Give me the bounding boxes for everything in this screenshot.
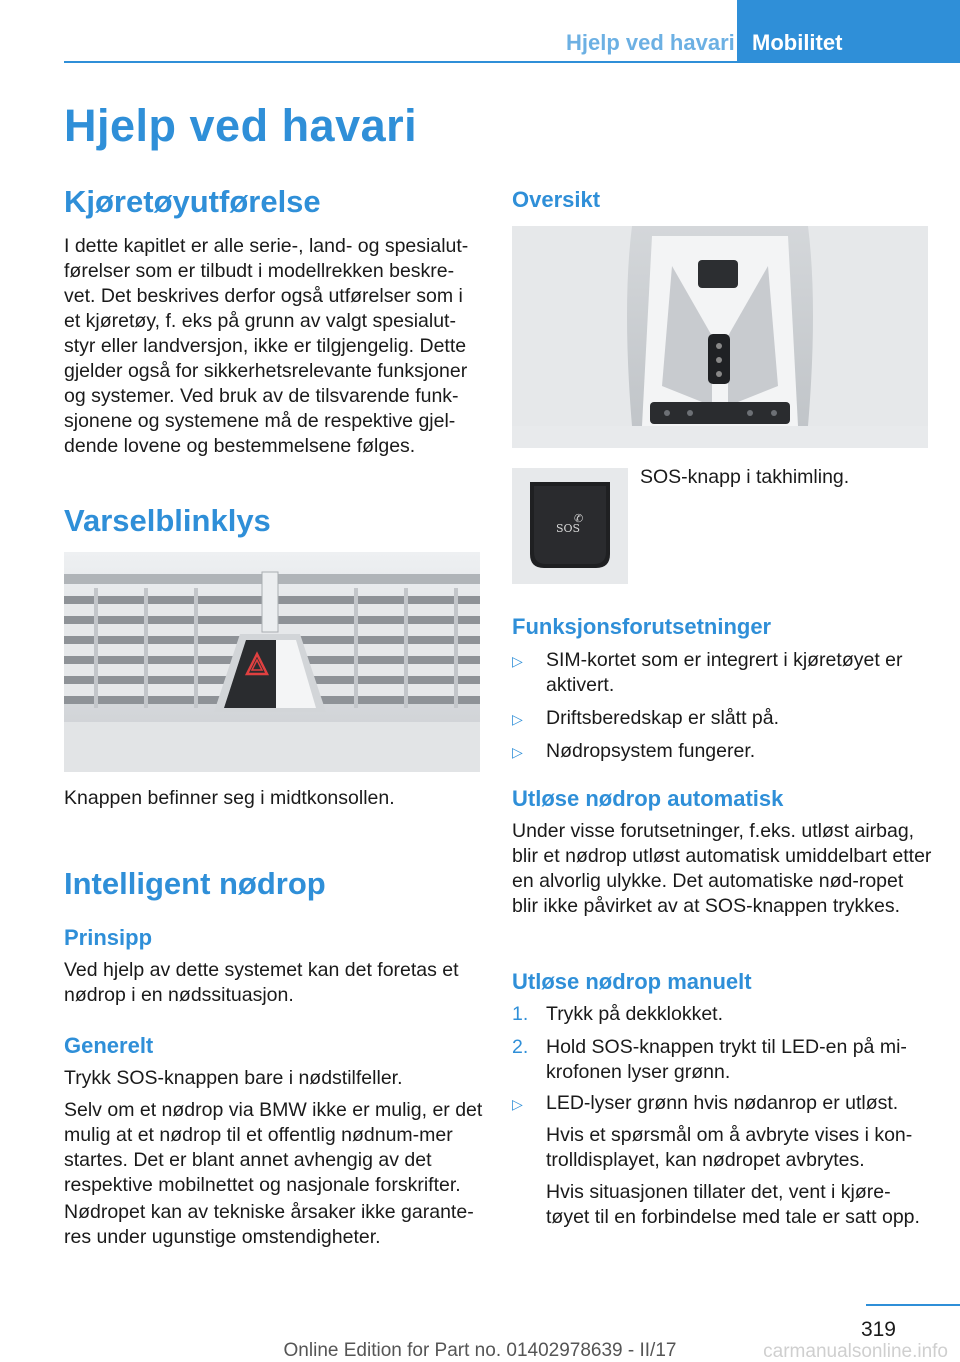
triangle-right-icon: ▷	[512, 711, 523, 727]
kjoretoyutforelse-text: I dette kapitlet er alle serie-, land- og spesialut-førelser som er tilbudt i modellrekken beskre-vet. Det beskrives derfor også utførelser som i et kjøretøy, f. eks på grunn av valgt spesialut-styr eller landversjon, ikke er tilgjengelig. Dette gjelder også for sikkerhetsrelevante funksjoner og systemer. Ved bruk av de tilsvarende funk-sjonene og systemene må de respektive gjel-dende lovene og bestemmelsene følges.	[64, 235, 469, 457]
sos-button-figure	[512, 468, 628, 584]
list-item: 2. Hold SOS-knappen trykt til LED-en på mi-krofonen lyser grønn.	[512, 1036, 907, 1083]
list-item: ▷ Nødropsystem fungerer.	[512, 739, 928, 764]
list-item: ▷ Driftsberedskap er slått på.	[512, 706, 928, 731]
generelt-text-2: Selv om et nødrop via BMW ikke er mulig, er det mulig at et nødrop til et offentlig nødnum-mer startes. Det er blant annet avhengig av det respektive mobilnettet og nasjonale forskrifter.	[64, 1099, 483, 1196]
triangle-right-icon: ▷	[512, 1096, 523, 1112]
heading-auto: Utløse nødrop automatisk	[512, 786, 784, 811]
heading-varselblinklys: Varselblinklys	[64, 503, 271, 538]
triangle-right-icon: ▷	[512, 653, 523, 669]
prinsipp-text: Ved hjelp av dette systemet kan det foretas et nødrop i en nødssituasjon.	[64, 959, 459, 1006]
page-header	[0, 0, 960, 62]
page-number: 319	[860, 1318, 896, 1341]
sos-caption: SOS-knapp i takhimling.	[640, 466, 850, 488]
manuelt-steps	[512, 1002, 928, 1085]
phone-icon: ✆	[574, 513, 584, 525]
heading-kjoretoyutforelse: Kjøretøyutførelse	[64, 184, 321, 219]
hazard-caption: Knappen befinner seg i midtkonsollen.	[64, 787, 395, 809]
heading-prinsipp: Prinsipp	[64, 925, 153, 950]
auto-text: Under visse forutsetninger, f.eks. utløst airbag, blir et nødrop utløst automatisk umiddelbart etter en alvorlig ulykke. Det automatiske nød-ropet blir ikke påvirket av at SOS-knappen trykkes.	[512, 820, 932, 917]
heading-manuelt: Utløse nødrop manuelt	[512, 969, 752, 994]
result-item: ▷ LED-lyser grønn hvis nødanrop er utløst.	[512, 1091, 928, 1116]
edition-footer: Online Edition for Part no. 01402978639 - II/17	[283, 1340, 677, 1361]
funksjon-list	[512, 648, 928, 764]
hazard-button-figure	[64, 552, 480, 772]
heading-generelt: Generelt	[64, 1033, 154, 1058]
list-item: 1. Trykk på dekklokket.	[512, 1003, 724, 1025]
overhead-console-figure	[512, 226, 928, 448]
header-section-title: Hjelp ved havari	[566, 30, 735, 55]
generelt-text-3: Nødropet kan av tekniske årsaker ikke garante-res under ugunstige omstendigheter.	[64, 1201, 474, 1248]
sos-label: SOS	[556, 522, 581, 535]
page-title: Hjelp ved havari	[64, 100, 418, 151]
triangle-right-icon: ▷	[512, 744, 523, 760]
heading-oversikt: Oversikt	[512, 187, 601, 212]
result-text-1: Hvis et spørsmål om å avbryte vises i kon-trolldisplayet, kan nødropet avbrytes.	[546, 1124, 913, 1171]
heading-funksjonsforutsetninger: Funksjonsforutsetninger	[512, 614, 772, 639]
footer-rule	[866, 1304, 960, 1306]
header-chapter-tab: Mobilitet	[737, 0, 960, 62]
header-rule	[64, 61, 960, 63]
result-text-2: Hvis situasjonen tillater det, vent i kjøre-tøyet til en forbindelse med tale er satt opp.	[546, 1181, 920, 1228]
generelt-text-1: Trykk SOS-knappen bare i nødstilfeller.	[64, 1067, 403, 1089]
watermark: carmanualsonline.info	[763, 1341, 948, 1362]
heading-intelligent-nodrop: Intelligent nødrop	[64, 866, 326, 901]
list-item: ▷ SIM-kortet som er integrert i kjøretøyet er aktivert.	[512, 649, 903, 696]
